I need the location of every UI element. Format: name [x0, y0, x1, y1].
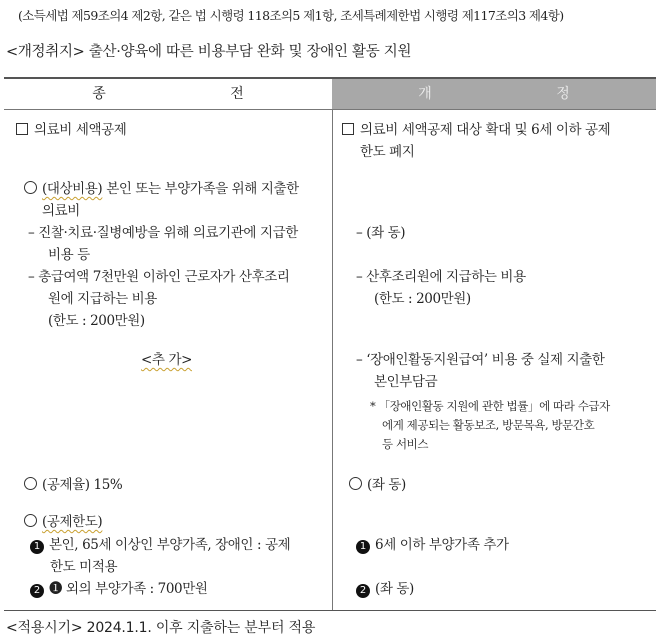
header-before: 종 전: [4, 79, 332, 109]
checkbox-icon: [342, 123, 354, 135]
after-disabled-cont: 본인부담금: [374, 374, 438, 390]
before-target-cont: 의료비: [42, 203, 80, 219]
circle-bullet-icon: [24, 477, 37, 490]
after-limit-2: 2 (좌 동): [356, 578, 414, 600]
number-1-icon: 1: [30, 540, 44, 554]
column-divider: [332, 109, 333, 610]
before-add-label: <추 가>: [141, 352, 192, 368]
table-header: [4, 79, 656, 110]
number-2-icon: 2: [356, 584, 370, 598]
applied-period: <적용시기> 2024.1.1. 이후 지출하는 분부터 적용: [6, 620, 316, 636]
after-item-cont: 한도 폐지: [360, 144, 415, 160]
circle-bullet-icon: [349, 477, 362, 490]
number-1-icon: 1: [356, 540, 370, 554]
before-bullet-1: – 진찰·치료·질병예방을 위해 의료기관에 지급한: [28, 225, 298, 241]
after-same-1: – (좌 동): [356, 225, 406, 241]
header-after: 개 정: [332, 79, 656, 109]
before-limit-1-cont: 한도 미적용: [50, 559, 118, 575]
after-note-1: * 「장애인활동 지원에 관한 법률」에 따라 수급자: [370, 399, 610, 413]
before-item: 의료비 세액공제: [16, 119, 126, 141]
before-bullet-2-limit: (한도 : 200만원): [48, 313, 145, 329]
circle-bullet-icon: [24, 181, 37, 194]
circle-bullet-icon: [24, 514, 37, 527]
before-bullet-2: – 총급여액 7천만원 이하인 근로자가 산후조리: [28, 269, 290, 285]
after-rate: (좌 동): [349, 474, 406, 496]
law-reference: (소득세법 제59조의4 제2항, 같은 법 시행령 118조의5 제1항, 조세특례제한법 시행령 제117조의3 제4항): [18, 8, 564, 23]
number-2-icon: 2: [30, 584, 44, 598]
before-limit-label: (공제한도): [24, 511, 102, 533]
after-limit-1: 1 6세 이하 부양가족 추가: [356, 534, 509, 556]
after-note-3: 등 서비스: [382, 437, 429, 451]
before-rate: (공제율) 15%: [24, 474, 122, 496]
after-item: 의료비 세액공제 대상 확대 및 6세 이하 공제: [342, 119, 610, 141]
after-postnatal-limit: (한도 : 200만원): [374, 291, 471, 307]
before-bullet-1-cont: 비용 등: [48, 247, 90, 263]
comparison-table: [4, 77, 656, 611]
after-note-2: 에게 제공되는 활동보조, 방문목욕, 방문간호: [382, 418, 595, 432]
before-bullet-2-cont: 원에 지급하는 비용: [48, 291, 157, 307]
before-limit-2: 2 ❶ 외의 부양가족 : 700만원: [30, 578, 208, 600]
before-target: (대상비용) 본인 또는 부양가족을 위해 지출한: [24, 178, 299, 200]
before-limit-1: 1 본인, 65세 이상인 부양가족, 장애인 : 공제: [30, 534, 290, 556]
checkbox-icon: [16, 123, 28, 135]
after-disabled: – ‘장애인활동지원급여’ 비용 중 실제 지출한: [356, 352, 605, 368]
purpose-heading: <개정취지> 출산·양육에 따른 비용부담 완화 및 장애인 활동 지원: [6, 44, 412, 60]
after-postnatal: – 산후조리원에 지급하는 비용: [356, 269, 526, 285]
